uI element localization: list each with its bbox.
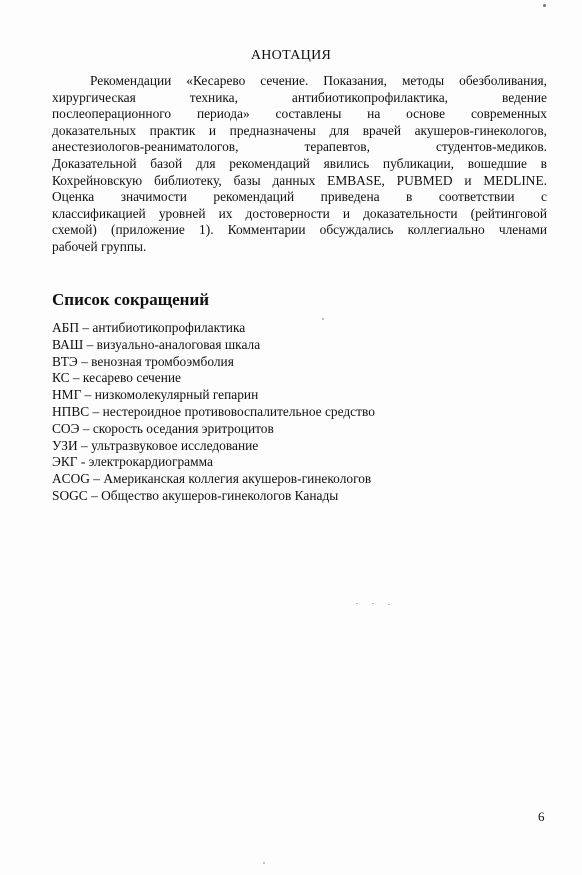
scan-speck <box>356 603 358 604</box>
abbreviations-list <box>52 320 375 505</box>
abbreviation-item: КС – кесарево сечение <box>52 370 182 386</box>
abstract-paragraph <box>52 73 547 256</box>
abbreviation-item: НПВС – нестероидное противовоспалительное средство <box>52 403 375 419</box>
abstract-line: схемой) (приложение 1). Комментарии обсуждались коллегиально членами <box>52 222 547 238</box>
abstract-line: Доказательной базой для рекомендаций явились публикации, вошедшие в <box>52 155 547 171</box>
scan-speck <box>263 862 265 864</box>
scan-speck <box>372 603 374 604</box>
abbreviation-item: НМГ – низкомолекулярный гепарин <box>52 387 259 403</box>
abbreviation-item: ВАШ – визуально-аналоговая шкала <box>52 336 261 352</box>
abbreviation-item: АБП – антибиотикопрофилактика <box>52 320 246 335</box>
abbreviations-heading: Список сокращений <box>52 290 210 309</box>
abbreviation-item: SOGC – Общество акушеров-гинекологов Канады <box>52 487 339 503</box>
abbreviation-item: ЭКГ - электрокардиограмма <box>52 454 213 470</box>
abstract-line: классификацией уровней их достоверности и доказательности (рейтинговой <box>52 205 547 221</box>
abbreviation-item: ВТЭ – венозная тромбоэмболия <box>52 353 234 369</box>
scan-speck <box>388 604 390 605</box>
abstract-line: хирургическая техника, антибиотикопрофилактика, ведение <box>52 89 547 105</box>
abbreviation-item: ACOG – Американская коллегия акушеров-гинекологов <box>52 471 372 487</box>
page-title: АНОТАЦИЯ <box>250 48 332 63</box>
abstract-line: доказательных практик и предназначены для врачей акушеров-гинекологов, <box>52 122 547 138</box>
abbreviation-item: УЗИ – ультразвуковое исследование <box>52 437 259 453</box>
abstract-line: рабочей группы. <box>52 238 147 254</box>
abstract-line: Оценка значимости рекомендаций приведена в соответствии с <box>52 189 547 205</box>
scan-speck <box>543 4 546 7</box>
page-number: 6 <box>538 809 545 824</box>
abbreviation-item: СОЭ – скорость оседания эритроцитов <box>52 420 274 436</box>
scan-speck <box>322 318 324 320</box>
abstract-line: анестезиологов-реаниматологов, терапевтов, студентов-медиков. <box>52 139 547 155</box>
abstract-line: Кохрейновскую библиотеку, базы данных EMBASE, PUBMED и MEDLINE. <box>52 172 547 188</box>
abstract-line: Рекомендации «Кесарево сечение. Показания, методы обезболивания, <box>90 73 547 88</box>
abstract-line: послеоперационного периода» составлены на основе современных <box>52 106 547 122</box>
